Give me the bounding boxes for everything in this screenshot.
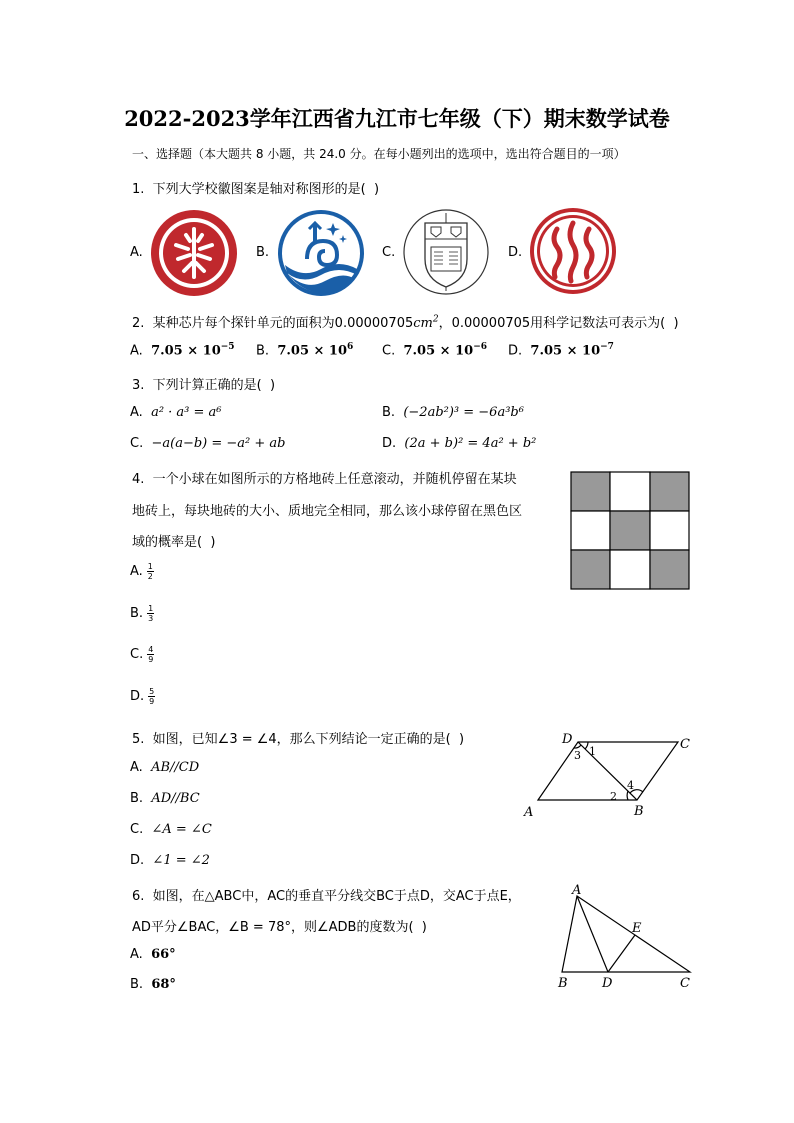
tile-gray <box>571 550 610 589</box>
angle-label-3: 3 <box>574 749 581 762</box>
section-header: 一、选择题（本大题共 8 小题，共 24.0 分。在每小题列出的选项中，选出符合题目的一项） <box>132 147 626 161</box>
tile-gray <box>610 511 650 550</box>
q2-option-c-base: 7.05 × 10 <box>403 343 474 359</box>
q6-option-b-label: B. <box>130 977 144 992</box>
q2-option-d-base: 7.05 × 10 <box>530 343 601 359</box>
tile-white <box>650 511 689 550</box>
q5-option-a-expr: AB//CD <box>151 760 200 775</box>
q5-option-a <box>130 760 199 775</box>
q4-stem-line-2: 地砖上，每块地砖的大小、质地完全相同，那么该小球停留在黑色区 <box>132 504 523 519</box>
q5-option-d-label: D. <box>130 853 145 868</box>
red-flame-emblem-icon <box>529 207 617 295</box>
q1-option-b-label: B. <box>256 245 270 260</box>
q6-option-b <box>130 977 176 992</box>
q4-option-b-label: B. <box>130 606 144 621</box>
q2-option-a-label: A. <box>130 343 143 359</box>
q4-option-c-label: C. <box>130 647 144 662</box>
q5-option-d <box>130 853 210 868</box>
label-E: E <box>632 921 642 936</box>
q3-option-c-expr: −a(a−b) = −a² + ab <box>151 436 286 451</box>
q4-option-d <box>130 687 155 706</box>
q3-option-a-label: A. <box>130 405 143 420</box>
q4-stem-line-1: 4. 一个小球在如图所示的方格地砖上任意滚动，并随机停留在某块 <box>132 472 517 487</box>
tile-white <box>610 472 650 511</box>
q4-stem-line-3: 域的概率是( ) <box>132 535 216 550</box>
label-A: A <box>524 805 534 820</box>
q3-option-b-expr: (−2ab²)³ = −6a³b⁶ <box>403 405 524 420</box>
q3-option-d-label: D. <box>382 436 397 451</box>
q4-option-a-fraction: $\frac{1}{2}$ <box>147 562 153 581</box>
tile-gray <box>571 472 610 511</box>
red-seal-emblem-icon <box>150 209 238 297</box>
q3-option-d-expr: (2a + b)² = 4a² + b² <box>404 436 537 451</box>
q5-option-b <box>130 791 200 806</box>
label-D: D <box>602 976 613 991</box>
q4-option-d-fraction: $\frac{5}{9}$ <box>149 687 155 706</box>
q5-option-a-label: A. <box>130 760 143 775</box>
angle-label-2: 2 <box>610 790 617 803</box>
tile-gray <box>650 472 689 511</box>
q3-option-b-label: B. <box>382 405 396 420</box>
q6-option-a-label: A. <box>130 947 143 962</box>
angle-2-arc <box>627 791 628 800</box>
q1-option-d-label: D. <box>508 245 523 260</box>
q2-option-b <box>256 342 353 358</box>
q2-option-a <box>130 342 235 358</box>
q3-option-a-expr: a² · a³ = a⁶ <box>151 405 222 420</box>
q2-option-a-base: 7.05 × 10 <box>151 343 221 359</box>
segment-de <box>608 935 635 972</box>
q2-option-c <box>382 342 487 358</box>
q6-stem-line-2: AD平分∠BAC，∠B = 78°，则∠ADB的度数为( ) <box>132 920 427 935</box>
label-C: C <box>680 737 690 752</box>
q3-option-a <box>130 405 222 420</box>
tile-grid-figure <box>570 471 691 590</box>
q2-option-a-exp: −5 <box>220 342 235 352</box>
q4-option-b <box>130 604 154 623</box>
tile-white <box>571 511 610 550</box>
label-B: B <box>634 804 644 819</box>
angle-1-arc <box>585 742 588 749</box>
blue-wave-emblem-icon <box>277 209 365 297</box>
q4-option-d-label: D. <box>130 689 145 704</box>
q3-stem: 3. 下列计算正确的是( ) <box>132 378 276 393</box>
label-D: D <box>562 732 573 747</box>
label-A: A <box>572 883 582 898</box>
q4-option-a-label: A. <box>130 564 143 579</box>
q2-unit: cm <box>413 316 433 331</box>
q5-option-b-expr: AD//BC <box>151 791 200 806</box>
q2-option-b-base: 7.05 × 10 <box>277 343 348 359</box>
q2-option-c-exp: −6 <box>473 342 487 352</box>
q2-option-b-exp: 6 <box>347 342 354 352</box>
parallelogram-figure <box>520 728 700 823</box>
q5-option-c-label: C. <box>130 822 144 837</box>
q5-option-d-expr: ∠1 = ∠2 <box>152 853 210 868</box>
q1-option-c-label: C. <box>382 245 396 260</box>
q3-option-c-label: C. <box>130 436 144 451</box>
q5-option-c <box>130 822 212 837</box>
page-title: 2022-2023学年江西省九江市七年级（下）期末数学试卷 <box>124 106 670 131</box>
label-B: B <box>558 976 568 991</box>
q5-option-c-expr: ∠A = ∠C <box>151 822 212 837</box>
q3-option-b <box>382 405 524 420</box>
q4-option-a <box>130 562 154 581</box>
q6-option-a <box>130 947 176 962</box>
angle-label-1: 1 <box>589 745 596 758</box>
segment-ad <box>577 896 608 972</box>
q2-option-b-label: B. <box>256 343 270 359</box>
q4-option-c-fraction: $\frac{4}{9}$ <box>148 645 154 664</box>
q6-option-a-value: 66° <box>151 947 176 962</box>
label-C: C <box>680 976 690 991</box>
q6-option-b-value: 68° <box>151 977 176 992</box>
q2-option-d-label: D. <box>508 343 523 359</box>
q5-stem: 5. 如图，已知∠3 = ∠4，那么下列结论一定正确的是( ) <box>132 732 465 747</box>
angle-label-4: 4 <box>627 779 634 792</box>
q2-option-c-label: C. <box>382 343 396 359</box>
tile-gray <box>650 550 689 589</box>
q2-unit-exp: 2 <box>432 314 439 325</box>
q1-option-a-label: A. <box>130 245 143 260</box>
q4-option-c <box>130 645 154 664</box>
q4-option-b-fraction: $\frac{1}{3}$ <box>148 604 154 623</box>
q5-option-b-label: B. <box>130 791 144 806</box>
q2-option-d <box>508 342 614 358</box>
q1-stem: 1. 下列大学校徽图案是轴对称图形的是( ) <box>132 182 380 197</box>
q6-stem-line-1: 6. 如图，在△ABC中，AC的垂直平分线交BC于点D，交AC于点E， <box>132 889 521 904</box>
triangle-figure <box>550 880 700 992</box>
q2-option-d-exp: −7 <box>600 342 614 352</box>
tile-white <box>610 550 650 589</box>
q2-stem-end: ，0.00000705用科学记数法可表示为( ) <box>438 316 679 331</box>
shield-book-emblem-icon <box>403 209 489 295</box>
q3-option-c <box>130 436 285 451</box>
q3-option-d <box>382 436 536 451</box>
q2-stem <box>132 312 679 331</box>
q2-stem-start: 2. 某种芯片每个探针单元的面积为0.00000705 <box>132 316 414 331</box>
